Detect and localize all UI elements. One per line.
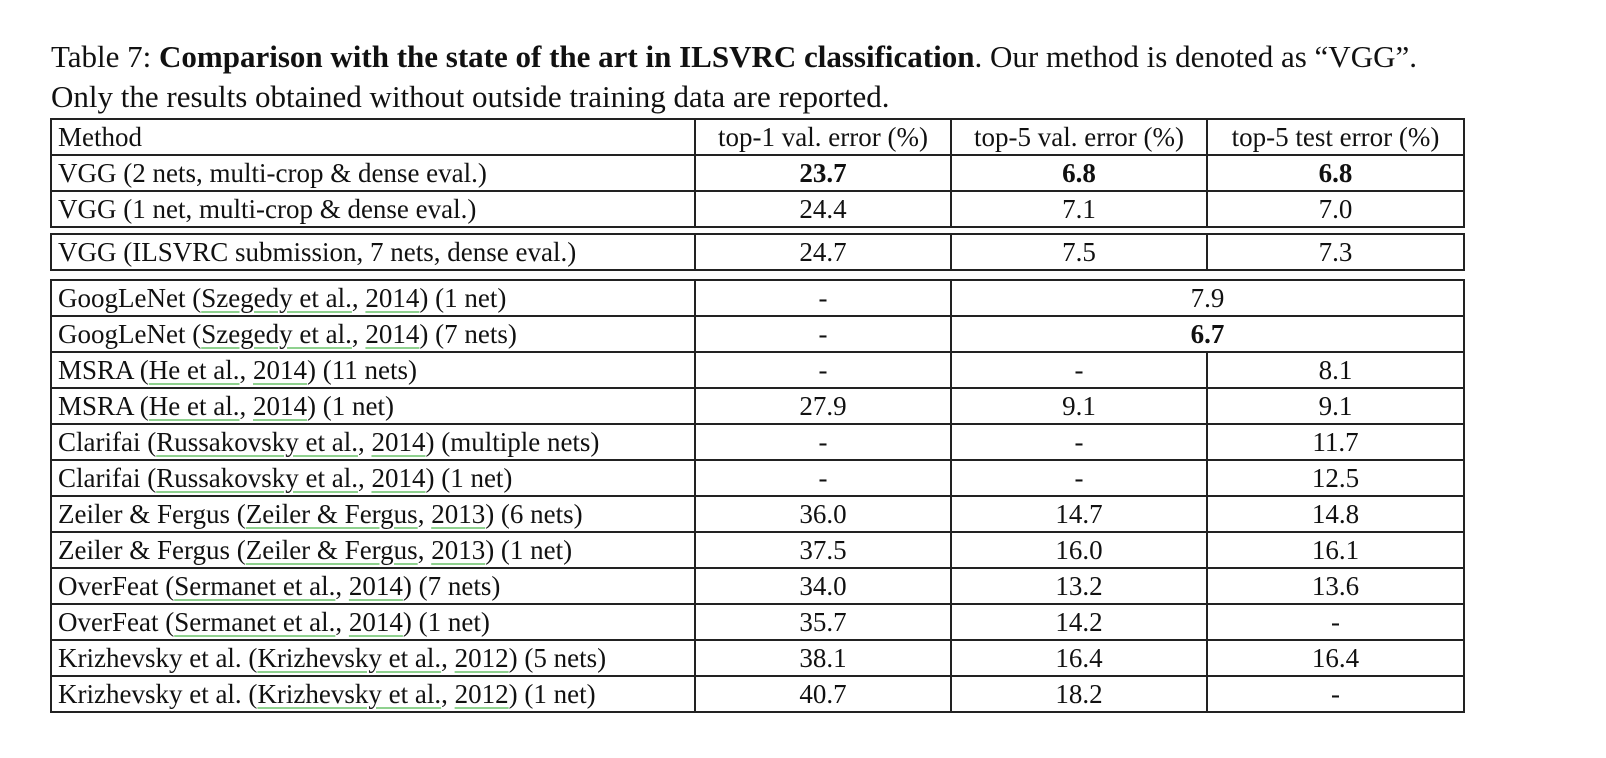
citation-separator: ,: [441, 642, 455, 673]
method-cell: [51, 388, 695, 424]
table-row: [51, 460, 1464, 496]
citation-separator: ,: [351, 318, 366, 349]
table-row: [51, 424, 1464, 460]
table-caption: [51, 37, 1471, 117]
top1-cell: -: [695, 280, 951, 316]
header-top1-val: top-1 val. error (%): [695, 119, 951, 155]
method-cell: [51, 424, 695, 460]
citation-author-link[interactable]: Russakovsky et al.: [156, 426, 358, 457]
table-row: [51, 640, 1464, 676]
results-table-others: [50, 279, 1465, 713]
citation-author-link[interactable]: Szegedy et al.: [201, 282, 352, 313]
top5-merged-cell: 6.7: [951, 316, 1464, 352]
table-row: [51, 388, 1464, 424]
top5-test-cell: 11.7: [1207, 424, 1464, 460]
citation-author-link[interactable]: Sermanet et al.: [174, 570, 336, 601]
top5-test-cell: 12.5: [1207, 460, 1464, 496]
method-suffix: ) (1 net): [485, 534, 573, 565]
method-cell: VGG (ILSVRC submission, 7 nets, dense eval.): [51, 234, 695, 270]
caption-label: Table 7:: [51, 39, 160, 74]
table-row: [51, 191, 1464, 227]
top5-test-cell: 16.1: [1207, 532, 1464, 568]
citation-year-link[interactable]: 2014: [365, 318, 420, 349]
top5-val-cell: -: [951, 352, 1207, 388]
caption-title: Comparison with the state of the art in ILSVRC classification: [159, 39, 975, 74]
method-name: Clarifai (: [58, 426, 157, 457]
top1-cell: -: [695, 316, 951, 352]
top5-val-cell: 18.2: [951, 676, 1207, 712]
citation-author-link[interactable]: Zeiler & Fergus: [245, 498, 418, 529]
top5-val-cell: 16.4: [951, 640, 1207, 676]
top1-cell: 24.4: [695, 191, 951, 227]
header-method: Method: [51, 119, 695, 155]
top1-cell: -: [695, 424, 951, 460]
citation-year-link[interactable]: 2014: [348, 606, 403, 637]
method-name: Clarifai (: [58, 462, 157, 493]
caption-text: . Our method is denoted as “VGG”. Only the results obtained without outside training data are reported.: [51, 39, 1417, 114]
table-row: [51, 316, 1464, 352]
table-row: [51, 352, 1464, 388]
citation-year-link[interactable]: 2012: [454, 642, 509, 673]
method-name: Krizhevsky et al. (: [58, 678, 258, 709]
top1-cell: 38.1: [695, 640, 951, 676]
top1-cell: 37.5: [695, 532, 951, 568]
method-cell: [51, 604, 695, 640]
method-suffix: ) (1 net): [402, 606, 490, 637]
method-suffix: ) (1 net): [508, 678, 596, 709]
method-cell: [51, 532, 695, 568]
table-row: [51, 676, 1464, 712]
citation-separator: ,: [351, 282, 366, 313]
top5-test-cell: 6.8: [1207, 155, 1464, 191]
citation-separator: ,: [417, 498, 432, 529]
citation-separator: ,: [335, 570, 349, 601]
top5-val-cell: -: [951, 424, 1207, 460]
method-name: Krizhevsky et al. (: [58, 642, 258, 673]
table-row: [51, 568, 1464, 604]
citation-year-link[interactable]: 2013: [431, 534, 486, 565]
top5-val-cell: -: [951, 460, 1207, 496]
method-name: OverFeat (: [58, 606, 175, 637]
citation-year-link[interactable]: 2014: [253, 390, 307, 421]
citation-author-link[interactable]: Krizhevsky et al.: [257, 678, 442, 709]
citation-separator: ,: [357, 426, 372, 457]
method-suffix: ) (1 net): [425, 462, 513, 493]
method-cell: [51, 460, 695, 496]
top5-val-cell: 7.5: [951, 234, 1207, 270]
top5-test-cell: 9.1: [1207, 388, 1464, 424]
method-suffix: ) (1 net): [307, 390, 394, 421]
method-suffix: ) (11 nets): [307, 354, 417, 385]
table-row: [51, 496, 1464, 532]
top1-cell: 36.0: [695, 496, 951, 532]
citation-author-link[interactable]: Zeiler & Fergus: [245, 534, 418, 565]
citation-author-link[interactable]: He et al.: [148, 354, 240, 385]
method-name: Zeiler & Fergus (: [58, 534, 246, 565]
citation-year-link[interactable]: 2014: [348, 570, 403, 601]
method-name: MSRA (: [58, 354, 149, 385]
method-cell: VGG (1 net, multi-crop & dense eval.): [51, 191, 695, 227]
method-cell: VGG (2 nets, multi-crop & dense eval.): [51, 155, 695, 191]
method-name: GoogLeNet (: [58, 318, 202, 349]
citation-separator: ,: [239, 390, 253, 421]
table-row: [51, 280, 1464, 316]
top5-test-cell: 7.3: [1207, 234, 1464, 270]
table-row: [51, 155, 1464, 191]
results-table-vgg: [50, 118, 1465, 228]
citation-year-link[interactable]: 2012: [454, 678, 509, 709]
top5-test-cell: 14.8: [1207, 496, 1464, 532]
method-cell: [51, 352, 695, 388]
citation-separator: ,: [239, 354, 253, 385]
citation-year-link[interactable]: 2014: [371, 462, 426, 493]
method-cell: [51, 568, 695, 604]
citation-author-link[interactable]: Russakovsky et al.: [156, 462, 358, 493]
top5-test-cell: 7.0: [1207, 191, 1464, 227]
citation-year-link[interactable]: 2014: [365, 282, 420, 313]
citation-year-link[interactable]: 2014: [371, 426, 426, 457]
header-top5-val: top-5 val. error (%): [951, 119, 1207, 155]
top1-cell: 35.7: [695, 604, 951, 640]
method-suffix: ) (multiple nets): [425, 426, 600, 457]
method-name: GoogLeNet (: [58, 282, 202, 313]
top5-merged-cell: 7.9: [951, 280, 1464, 316]
citation-author-link[interactable]: He et al.: [148, 390, 240, 421]
method-suffix: ) (6 nets): [485, 498, 583, 529]
method-cell: [51, 640, 695, 676]
citation-separator: ,: [417, 534, 432, 565]
method-cell: [51, 496, 695, 532]
top5-test-cell: 8.1: [1207, 352, 1464, 388]
top1-cell: 23.7: [695, 155, 951, 191]
top1-cell: -: [695, 352, 951, 388]
top1-cell: -: [695, 460, 951, 496]
top5-val-cell: 14.2: [951, 604, 1207, 640]
header-top5-test: top-5 test error (%): [1207, 119, 1464, 155]
top5-test-cell: 13.6: [1207, 568, 1464, 604]
top1-cell: 24.7: [695, 234, 951, 270]
method-suffix: ) (7 nets): [419, 318, 517, 349]
top1-cell: 27.9: [695, 388, 951, 424]
citation-separator: ,: [357, 462, 372, 493]
citation-separator: ,: [441, 678, 455, 709]
method-name: MSRA (: [58, 390, 149, 421]
method-cell: [51, 280, 695, 316]
top1-cell: 34.0: [695, 568, 951, 604]
citation-separator: ,: [335, 606, 349, 637]
method-name: OverFeat (: [58, 570, 175, 601]
table-row: [51, 532, 1464, 568]
citation-author-link[interactable]: Szegedy et al.: [201, 318, 352, 349]
header-row: [51, 119, 1464, 155]
table-row: [51, 234, 1464, 270]
top5-val-cell: 6.8: [951, 155, 1207, 191]
top5-val-cell: 16.0: [951, 532, 1207, 568]
citation-year-link[interactable]: 2014: [253, 354, 307, 385]
top5-val-cell: 13.2: [951, 568, 1207, 604]
top5-test-cell: -: [1207, 604, 1464, 640]
top5-val-cell: 14.7: [951, 496, 1207, 532]
method-suffix: ) (1 net): [419, 282, 507, 313]
results-table-vgg-submission: [50, 233, 1465, 271]
top1-cell: 40.7: [695, 676, 951, 712]
citation-author-link[interactable]: Sermanet et al.: [174, 606, 336, 637]
table-row: [51, 604, 1464, 640]
top5-val-cell: 7.1: [951, 191, 1207, 227]
citation-author-link[interactable]: Krizhevsky et al.: [257, 642, 442, 673]
top5-val-cell: 9.1: [951, 388, 1207, 424]
top5-test-cell: -: [1207, 676, 1464, 712]
method-suffix: ) (7 nets): [402, 570, 501, 601]
method-name: Zeiler & Fergus (: [58, 498, 246, 529]
method-cell: [51, 676, 695, 712]
citation-year-link[interactable]: 2013: [431, 498, 486, 529]
method-suffix: ) (5 nets): [508, 642, 607, 673]
top5-test-cell: 16.4: [1207, 640, 1464, 676]
method-cell: [51, 316, 695, 352]
